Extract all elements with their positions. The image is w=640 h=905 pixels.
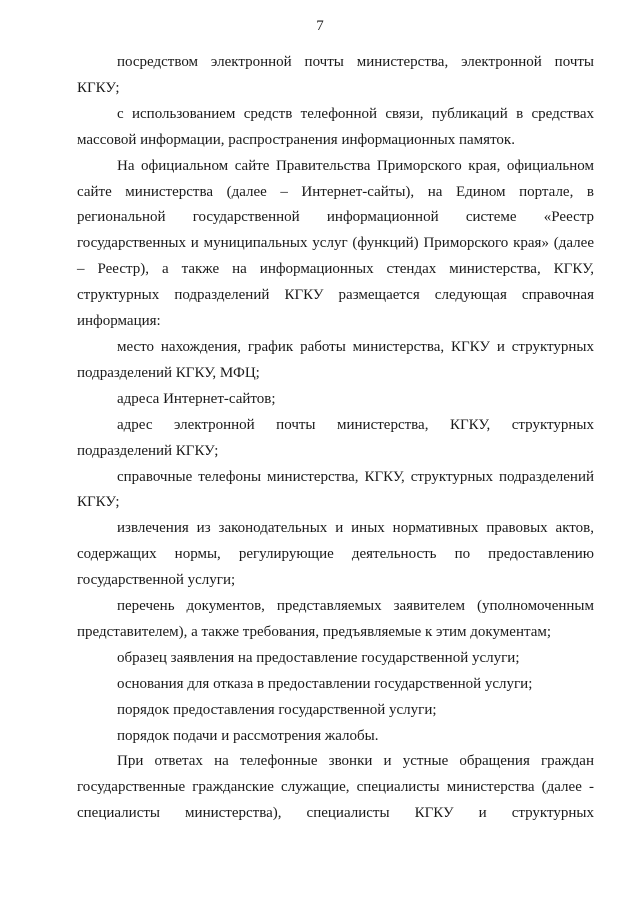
paragraph-email-address: адрес электронной почты министерства, КГКУ, структурных подразделений КГКУ; — [77, 416, 594, 459]
paragraph-info-placement: На официальном сайте Правительства Приморского края, официальном сайте министерства (далее – Интернет-сайты), на Едином портале, в региональной государственной информационной системе «Реестр государственных и муниципальных услуг (функций) Приморского края» (далее – Реестр), а также на информационных стендах министерства, КГКУ, структурных подразделений КГКУ размещается следующая справочная информация: — [77, 157, 594, 330]
page-number: 7 — [316, 18, 324, 34]
paragraph-refusal-grounds: основания для отказа в предоставлении государственной услуги; — [117, 675, 533, 692]
paragraph-email: посредством электронной почты министерства, электронной почты КГКУ; — [77, 54, 594, 96]
paragraph-location-schedule: место нахождения, график работы министерства, КГКУ и структурных подразделений КГКУ, МФЦ; — [77, 338, 594, 381]
paragraph-phone-media: с использованием средств телефонной связи, публикаций в средствах массовой информации, распространения информационных памяток. — [77, 105, 594, 148]
paragraph-website-addresses: адреса Интернет-сайтов; — [117, 390, 276, 407]
body-text — [77, 50, 594, 827]
paragraph-service-procedure: порядок предоставления государственной услуги; — [117, 701, 437, 718]
paragraph-legal-extracts: извлечения из законодательных и иных нормативных правовых актов, содержащих нормы, регулирующие деятельность по предоставлению государственной услуги; — [77, 520, 594, 589]
paragraph-reference-phones: справочные телефоны министерства, КГКУ, структурных подразделений КГКУ; — [77, 468, 594, 511]
paragraph-document-list: перечень документов, представляемых заявителем (уполномоченным представителем), а также требования, предъявляемые к этим документам; — [77, 598, 594, 640]
paragraph-application-sample: образец заявления на предоставление государственной услуги; — [117, 649, 520, 666]
paragraph-complaint-procedure: порядок подачи и рассмотрения жалобы. — [117, 727, 379, 744]
paragraph-phone-answers: При ответах на телефонные звонки и устные обращения граждан государственные гражданские служащие, специалисты министерства (далее - специалисты министерства), специалисты КГКУ и структурных — [77, 753, 594, 822]
